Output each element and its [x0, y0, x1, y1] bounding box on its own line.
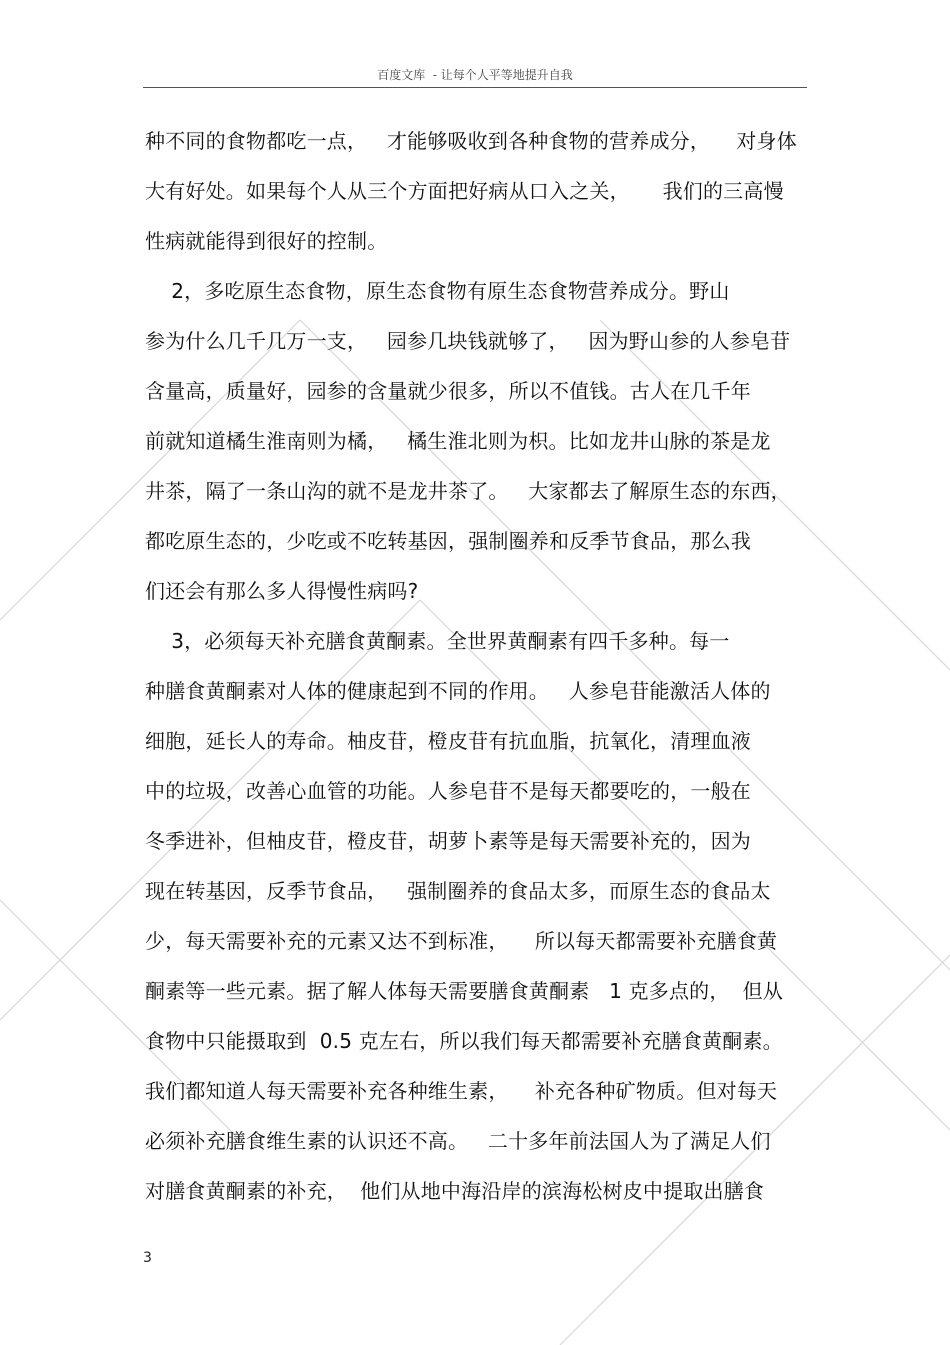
text-line: 性病就能得到很好的控制。 — [145, 229, 388, 253]
text-line: 细胞，延长人的寿命。柚皮苷，橙皮苷有抗血脂，抗氧化，清理血液 — [145, 729, 751, 753]
text-line: 现在转基因，反季节食品， 强制圈养的食品太多，而原生态的食品太 — [145, 879, 771, 903]
text-line: 酮素等一些元素。据了解人体每天需要膳食黄酮素 1 克多点的， 但从 — [145, 979, 784, 1003]
text-line: 们还会有那么多人得慢性病吗? — [145, 579, 419, 603]
text-line: 3，必须每天补充膳食黄酮素。全世界黄酮素有四千多种。每一 — [145, 629, 730, 653]
text-line: 食物中只能摄取到 0.5 克左右，所以我们每天都需要补充膳食黄酮素。 — [145, 1029, 783, 1053]
header-divider — [143, 87, 807, 88]
text-line: 中的垃圾，改善心血管的功能。人参皂苷不是每天都要吃的，一般在 — [145, 779, 751, 803]
page-header: 百度文库 - 让每个人平等地提升自我 — [377, 68, 573, 82]
page-number: 3 — [143, 1250, 152, 1266]
text-line: 含量高，质量好，园参的含量就少很多，所以不值钱。古人在几千年 — [145, 379, 751, 403]
text-line: 参为什么几千几万一支， 园参几块钱就够了， 因为野山参的人参皂苷 — [145, 329, 791, 353]
text-line: 都吃原生态的，少吃或不吃转基因，强制圈养和反季节食品，那么我 — [145, 529, 751, 553]
text-line: 少，每天需要补充的元素又达不到标准， 所以每天都需要补充膳食黄 — [145, 929, 778, 953]
text-line: 2，多吃原生态食物，原生态食物有原生态食物营养成分。野山 — [145, 279, 730, 303]
text-line: 我们都知道人每天需要补充各种维生素， 补充各种矿物质。但对每天 — [145, 1079, 778, 1103]
text-line: 大有好处。如果每个人从三个方面把好病从口入之关， 我们的三高慢 — [145, 179, 784, 203]
text-line: 种膳食黄酮素对人体的健康起到不同的作用。 人参皂苷能激活人体的 — [145, 679, 771, 703]
text-line: 种不同的食物都吃一点， 才能够吸收到各种食物的营养成分， 对身体 — [145, 129, 797, 153]
text-line: 井茶，隔了一条山沟的就不是龙井茶了。 大家都去了解原生态的东西， — [145, 479, 791, 503]
text-line: 必须补充膳食维生素的认识还不高。 二十多年前法国人为了满足人们 — [145, 1129, 771, 1153]
text-line: 对膳食黄酮素的补充， 他们从地中海沿岸的滨海松树皮中提取出膳食 — [145, 1179, 765, 1203]
text-line: 前就知道橘生淮南则为橘， 橘生淮北则为枳。比如龙井山脉的茶是龙 — [145, 429, 771, 453]
text-line: 冬季进补，但柚皮苷，橙皮苷，胡萝卜素等是每天需要补充的，因为 — [145, 829, 751, 853]
